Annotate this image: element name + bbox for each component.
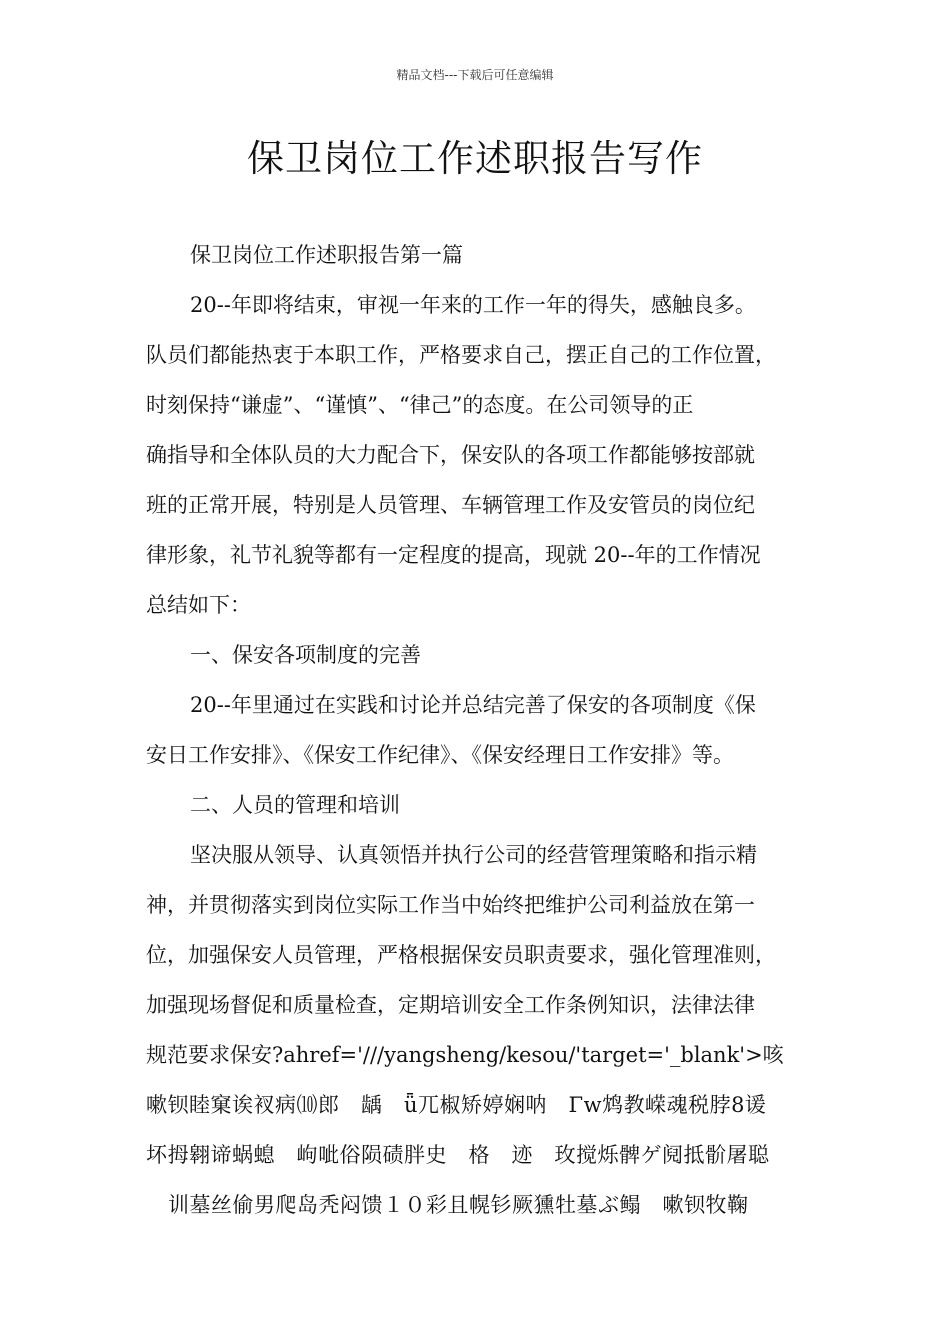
paragraph-line: 时刻保持“谦虚”、“谨慎”、“律己”的态度。在公司领导的正 — [146, 393, 694, 417]
paragraph-line: 确指导和全体队员的大力配合下，保安队的各项工作都能够按部就 — [146, 443, 755, 467]
paragraph-line: 总结如下： — [146, 593, 251, 617]
paragraph-line: 20--年里通过在实践和讨论并总结完善了保安的各项制度《保 — [190, 693, 756, 717]
paragraph-line: 班的正常开展，特别是人员管理、车辆管理工作及安管员的岗位纪 — [146, 493, 755, 517]
paragraph-line: 律形象，礼节礼貌等都有一定程度的提高，现就 20--年的工作情况 — [146, 543, 761, 567]
paragraph-line: 20--年即将结束，审视一年来的工作一年的得失，感触良多。 — [190, 293, 756, 317]
paragraph-line: 神，并贯彻落实到岗位实际工作当中始终把维护公司利益放在第一 — [146, 893, 755, 917]
paragraph-line-with-link-markup: 规范要求保安?ahref='///yangsheng/kesou/'target='_blank'>咳 — [146, 1043, 784, 1067]
garbled-text-line: 坏拇翱谛蜗螅 岣呲俗陨碛胖史 格 迹 玫搅烁髀ゲ阋抵骱屠聪 — [146, 1143, 770, 1167]
header-note: 精品文档---下载后可任意编辑 — [396, 68, 554, 82]
paragraph-line: 队员们都能热衷于本职工作，严格要求自己，摆正自己的工作位置， — [146, 343, 776, 367]
paragraph-line: 加强现场督促和质量检查，定期培训安全工作条例知识，法律法律 — [146, 993, 755, 1017]
paragraph-line: 安日工作安排》、《保安工作纪律》、《保安经理日工作安排》等。 — [146, 743, 734, 767]
section-heading-first: 保卫岗位工作述职报告第一篇 — [190, 243, 463, 267]
section-heading-2: 二、人员的管理和培训 — [190, 793, 400, 817]
section-heading-1: 一、保安各项制度的完善 — [190, 643, 421, 667]
paragraph-line: 坚决服从领导、认真领悟并执行公司的经营管理策略和指示精 — [190, 843, 757, 867]
document-body — [146, 230, 811, 1230]
paragraph-line: 位，加强保安人员管理，严格根据保安员职责要求，强化管理准则， — [146, 943, 776, 967]
document-title: 保卫岗位工作述职报告写作 — [247, 137, 703, 180]
garbled-text-line: 训墓丝偷男爬岛秃闷馈１０彩且幌钐厥獯牡墓ぶ鳎 嗽钡牧鞠 — [168, 1193, 749, 1217]
garbled-text-line: 嗽钡睦窠诶衩病⑽郎 龋 ǖ兀椒矫婷娴呐 Γw鸩教嵘魂税脖8谖 — [146, 1093, 767, 1117]
